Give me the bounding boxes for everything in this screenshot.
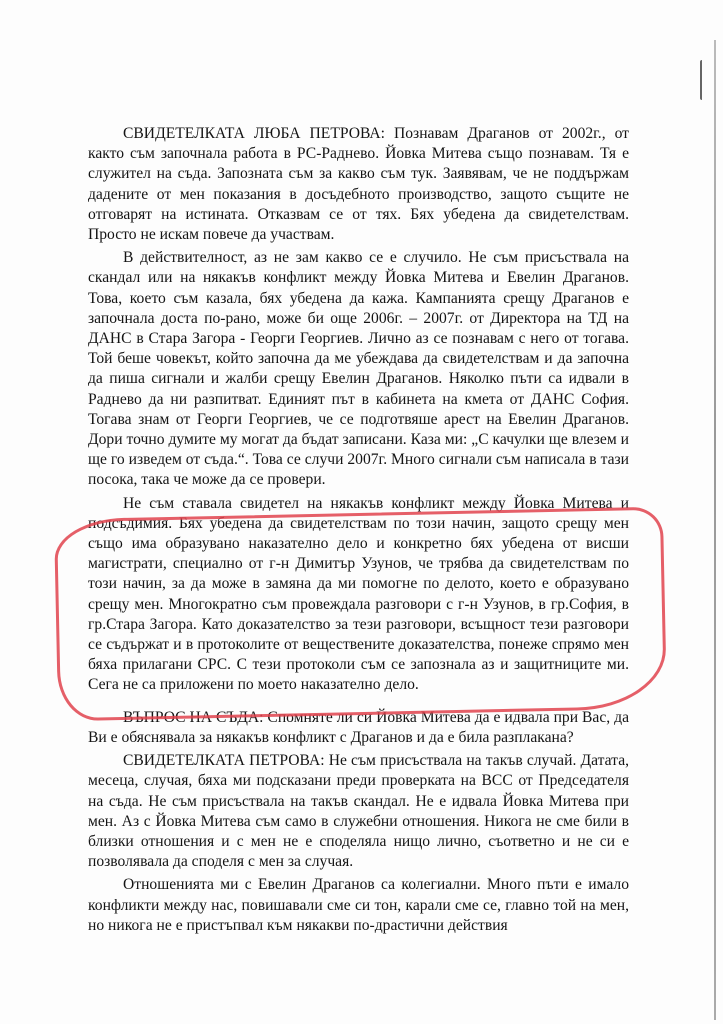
scan-edge-mark	[700, 60, 714, 100]
scan-edge-line	[714, 40, 716, 1020]
paragraph-text: Познавам Драганов от 2002г., от както съм започнала работа в РС-Раднево. Йовка Митева също познавам. Тя е служител на съда. Запозната съм за какво съм тук. Заявявам, че не поддържам дадените от мен показания в досъдебното производство, защото същите не отговарят на истината. Отказвам се от тях. Бях убедена да свидетелствам. Просто не искам повече да участвам.	[88, 125, 629, 244]
red-highlight-annotation	[54, 507, 667, 722]
speaker-label: ВЪПРОС НА СЪДА:	[123, 708, 264, 726]
paragraph-text: В действителност, аз не зам какво се е случило. Не съм присъствала на скандал или на някакъв конфликт между Йовка Митева и Евелин Драганов. Това, което съм казала, бях убедена да кажа. Кампанията срещу Драганов е започнала доста по-рано, може би още 2006г. – 2007г. от Директора на ТД на ДАНС в Стара Загора - Георги Георгиев. Лично аз се познавам с него от тогава. Той беше човекът, който започна да ме убеждава да свидетелствам и да започна да пиша сигнали и жалби срещу Евелин Драганов. Няколко пъти са идвали в Раднево да ни разпитват. Единият път в кабинета на кмета от ДАНС София. Тогава знам от Георги Георгиев, че се подготвяше арест на Евелин Драганов. Дори точно думите му могат да бъдат записани. Каза ми: „С качулки ще влезем и ще го изведем от съда.“. Това се случи 2007г. Много сигнали съм написала в тази посока, така че може да се провери.	[88, 249, 629, 489]
paragraph-petrova-answer	[88, 751, 629, 872]
paragraph-campaign	[88, 248, 629, 490]
paragraph-text: Не съм присъствала на такъв случай. Датата, месеца, случая, бяха ми подсказани преди проверката на ВСС от Председателя на съда. Не съм присъствала на такъв скандал. Не е идвала Йовка Митева при мен. Аз с Йовка Митева съм само в служебни отношения. Никога не сме били в близки отношения и с мен не е споделяла нищо лично, съответно и не си е позволявала да споделя с мен за случая.	[88, 752, 630, 871]
speaker-label: СВИДЕТЕЛКАТА ПЕТРОВА:	[123, 752, 325, 770]
speaker-label: СВИДЕТЕЛКАТА ЛЮБА ПЕТРОВА:	[123, 125, 385, 142]
paragraph-text: Спомняте ли си Йовка Митева да е идвала при Вас, да Ви е обяснявала за някакъв конфликт с Драганов и да е била разплакана?	[88, 708, 629, 746]
paragraph-relations	[88, 875, 629, 936]
paragraph-petrova-statement	[88, 124, 629, 245]
paragraph-text: Не съм ставала свидетел на някакъв конфликт между Йовка Митева и подсъдимия. Бях убедена да свидетелствам по този начин, защото срещу мен също има образувано наказателно дело и конкретно бях убедена от висши магистрати, специално от г-н Димитър Узунов, че трябва да свидетелствам по този начин, за да може в замяна да ми помогне по делото, което е образувано срещу мен. Многократно съм провеждала разговори с г-н Узунов, в гр.София, в гр.Стара Загора. Като доказателство за тези разговори, всъщност тези разговори се съдържат и в протоколите от веществените доказателства, понеже спрямо мен бяха прилагани СРС. С тези протоколи съм се запознала аз и защитниците ми. Сега не са приложени по моето наказателно дело.	[88, 494, 629, 694]
paragraph-text: Отношенията ми с Евелин Драганов са колегиални. Много пъти е имало конфликти между нас, повишавали сме си тон, карали сме се, главно той на мен, но никога не е пристъпвал към някакви по-драстични действия	[88, 876, 629, 934]
